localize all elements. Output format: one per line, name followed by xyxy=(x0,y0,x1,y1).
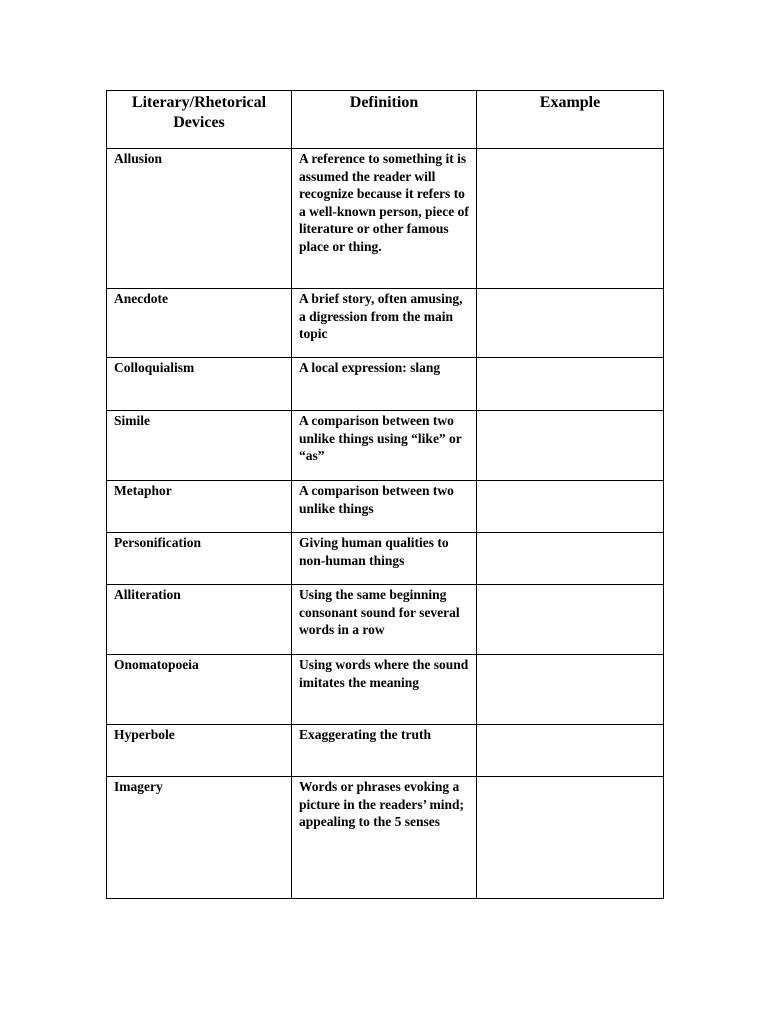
example-cell xyxy=(477,725,664,777)
header-devices: Literary/Rhetorical Devices xyxy=(107,91,292,149)
table-row xyxy=(107,149,664,289)
device-cell: Onomatopoeia xyxy=(107,655,292,725)
example-cell xyxy=(477,585,664,655)
table-row xyxy=(107,533,664,585)
header-example: Example xyxy=(477,91,664,149)
example-cell xyxy=(477,481,664,533)
definition-cell: A brief story, often amusing, a digression from the main topic xyxy=(292,289,477,358)
definition-cell: Giving human qualities to non-human things xyxy=(292,533,477,585)
device-cell: Anecdote xyxy=(107,289,292,358)
device-cell: Personification xyxy=(107,533,292,585)
definition-cell: A reference to something it is assumed the reader will recognize because it refers to a well-known person, piece of literature or other famous place or thing. xyxy=(292,149,477,289)
table-row xyxy=(107,481,664,533)
definition-cell: A local expression: slang xyxy=(292,358,477,411)
table-row xyxy=(107,585,664,655)
device-cell: Metaphor xyxy=(107,481,292,533)
device-cell: Alliteration xyxy=(107,585,292,655)
example-cell xyxy=(477,533,664,585)
example-cell xyxy=(477,411,664,481)
definition-cell: A comparison between two unlike things xyxy=(292,481,477,533)
device-cell: Allusion xyxy=(107,149,292,289)
example-cell xyxy=(477,358,664,411)
device-cell: Imagery xyxy=(107,777,292,899)
example-cell xyxy=(477,289,664,358)
definition-cell: Using words where the sound imitates the meaning xyxy=(292,655,477,725)
header-definition: Definition xyxy=(292,91,477,149)
example-cell xyxy=(477,777,664,899)
literary-devices-table xyxy=(106,90,664,899)
table-row xyxy=(107,655,664,725)
definition-cell: Using the same beginning consonant sound for several words in a row xyxy=(292,585,477,655)
table-header-row xyxy=(107,91,664,149)
definition-cell: Words or phrases evoking a picture in the readers’ mind; appealing to the 5 senses xyxy=(292,777,477,899)
table-row xyxy=(107,411,664,481)
device-cell: Simile xyxy=(107,411,292,481)
table-row xyxy=(107,289,664,358)
example-cell xyxy=(477,655,664,725)
device-cell: Hyperbole xyxy=(107,725,292,777)
table-row xyxy=(107,725,664,777)
device-cell: Colloquialism xyxy=(107,358,292,411)
example-cell xyxy=(477,149,664,289)
table-row xyxy=(107,777,664,899)
table-row xyxy=(107,358,664,411)
definition-cell: A comparison between two unlike things using “like” or “as” xyxy=(292,411,477,481)
definition-cell: Exaggerating the truth xyxy=(292,725,477,777)
